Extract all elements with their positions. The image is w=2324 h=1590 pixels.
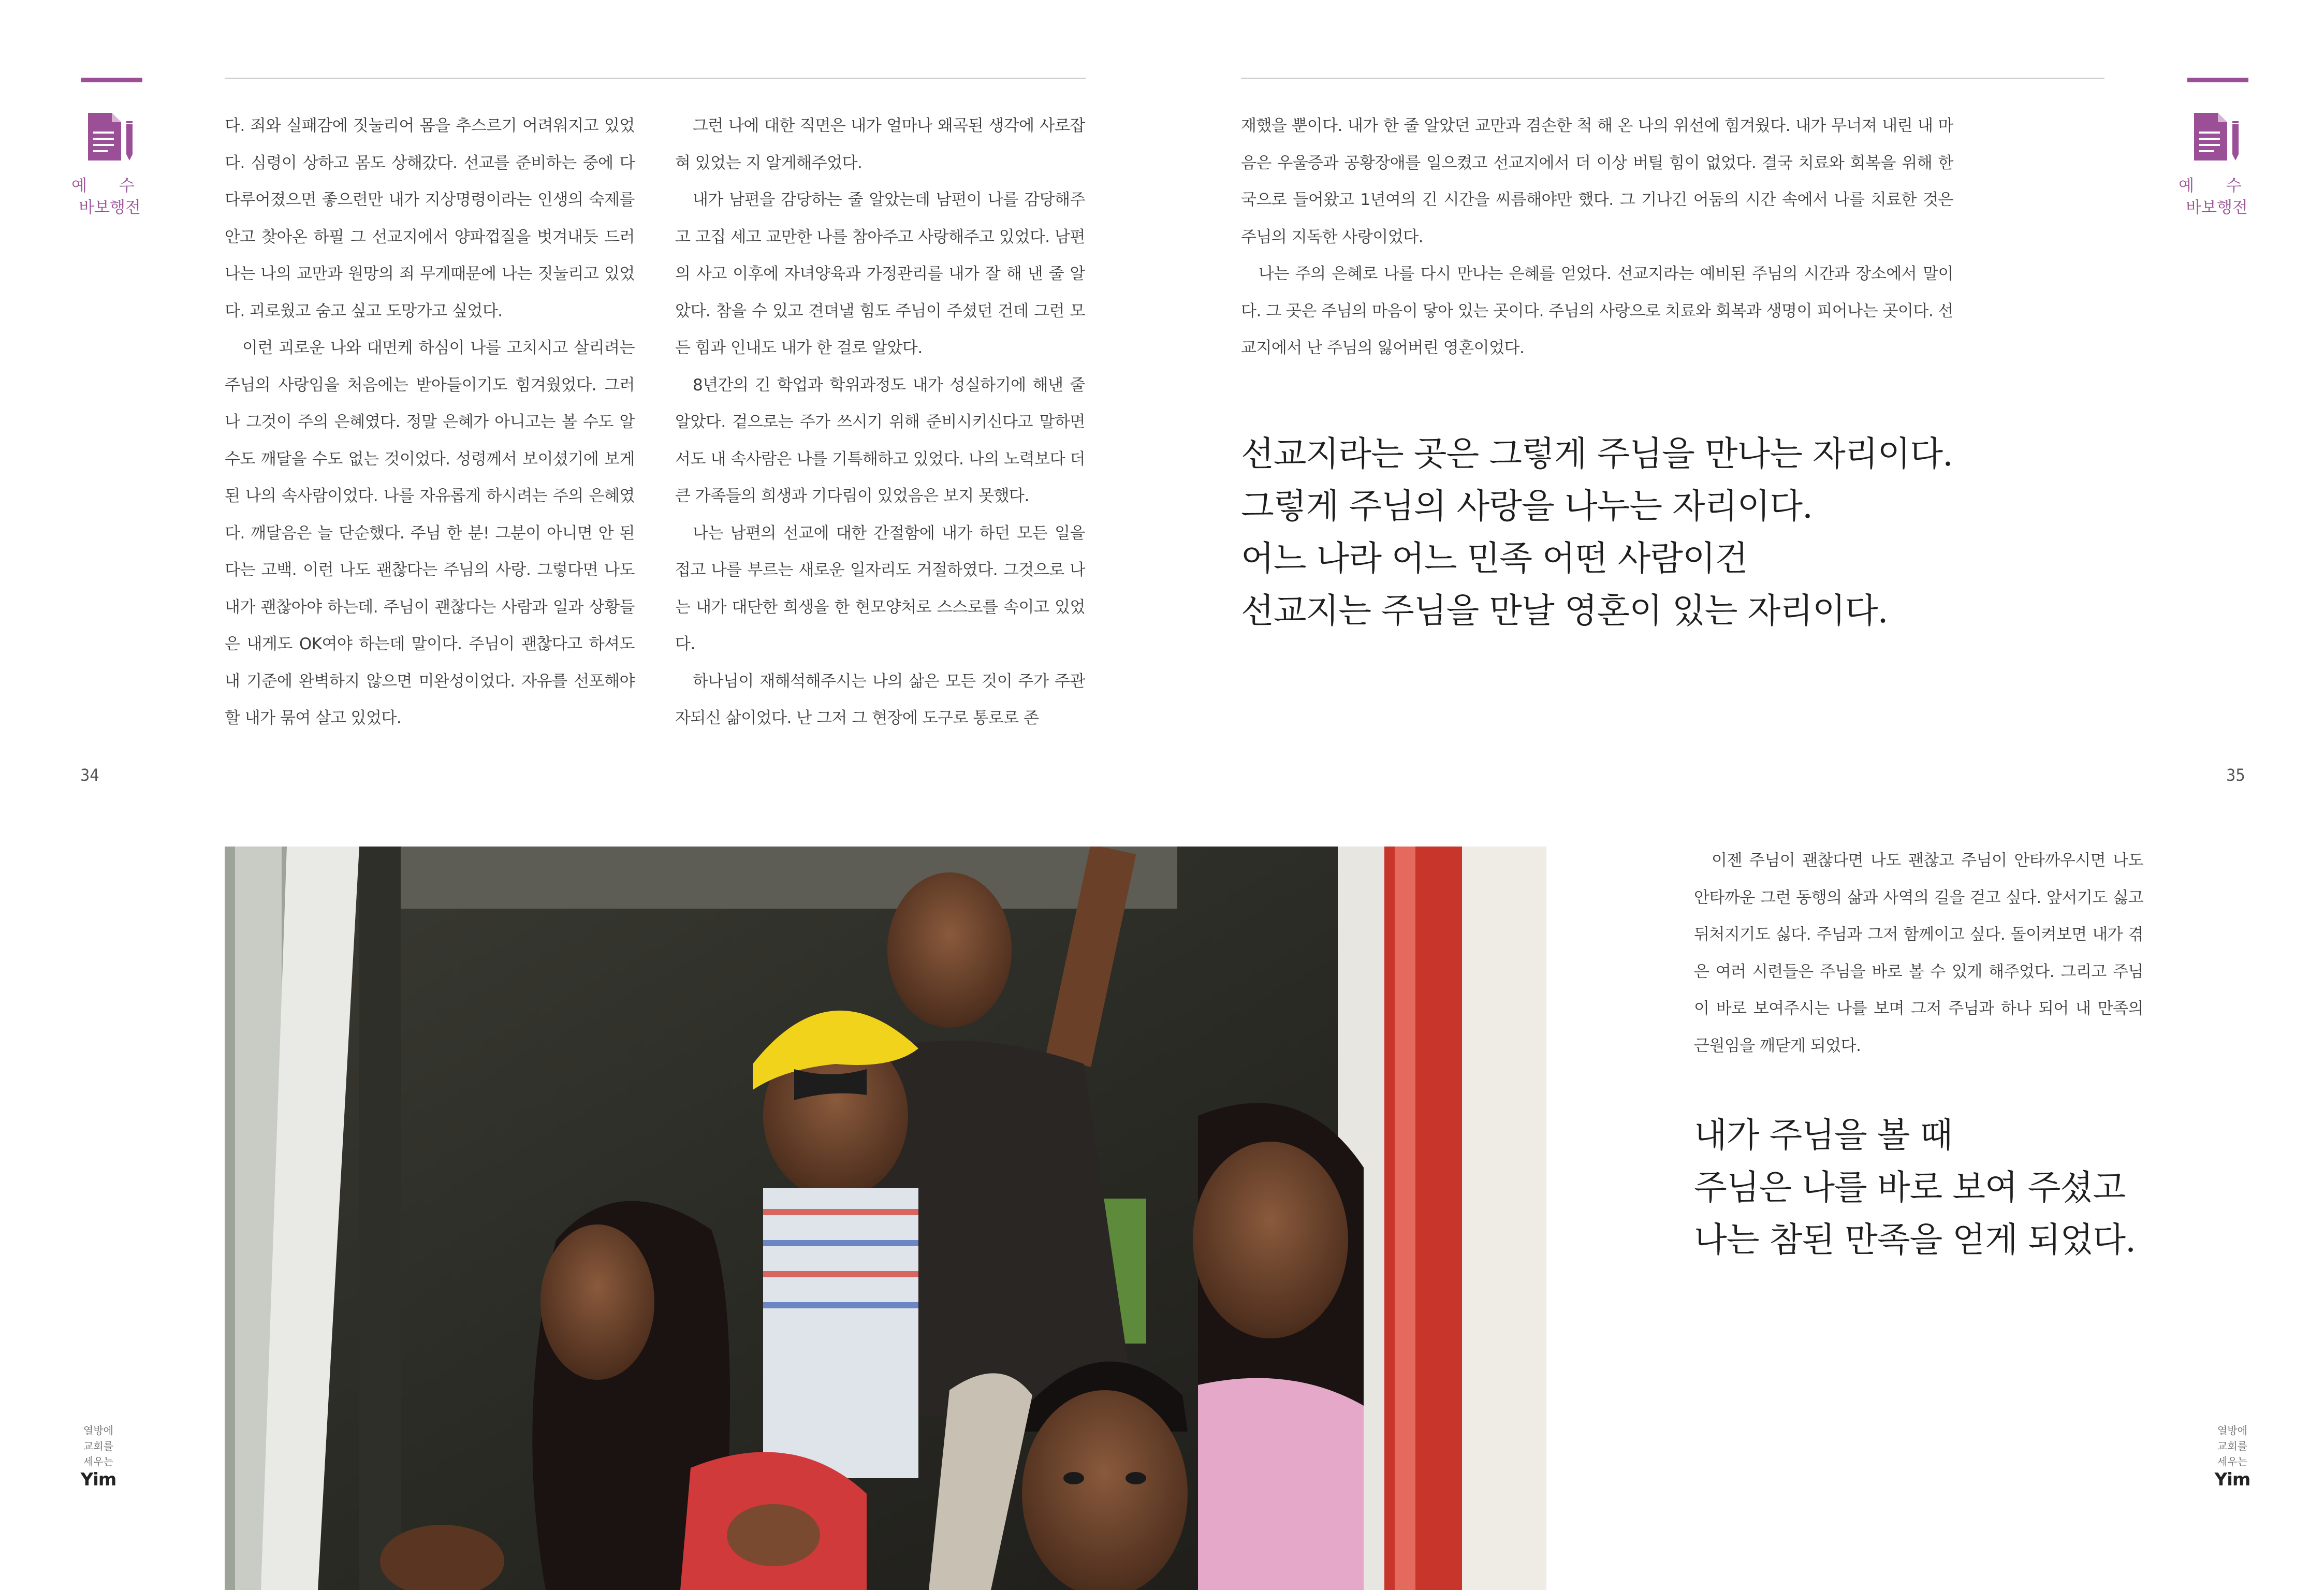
photo-bus-window-family	[225, 847, 1546, 1590]
brand-line: 교회를	[83, 1440, 113, 1452]
brand-logo: Yim	[2214, 1469, 2250, 1490]
quote-line: 나는 참된 만족을 얻게 되었다.	[1694, 1220, 2136, 1260]
quote-line: 그렇게 주님의 사랑을 나누는 자리이다.	[1241, 486, 1813, 526]
paragraph: 나는 남편의 선교에 대한 간절함에 내가 하던 모든 일을 접고 나를 부르는 새로운 일자리도 거절하였다. 그것으로 나는 내가 대단한 희생을 한 현모양처로 스스로를 속이고 있었다.	[675, 523, 1085, 653]
left-footer-brand	[78, 1423, 119, 1490]
right-section-accent-bar	[2187, 78, 2248, 82]
quote-line: 선교지는 주님을 만날 영혼이 있는 자리이다.	[1241, 591, 1888, 631]
paragraph: 이젠 주님이 괜찮다면 나도 괜찮고 주님이 안타까우시면 나도 안타까운 그런 동행의 삶과 사역의 길을 걷고 싶다. 앞서기도 싫고 뒤처지기도 싫다. 주님과 그저 함께이고 싶다. 돌이켜보면 내가 겪은 여러 시련들은 주님을 바로 볼 수 있게 해주었다. 그리고 주님이 바로 보여주시는 나를 보며 그저 주님과 하나 되어 내 만족의 근원임을 깨닫게 되었다.	[1694, 851, 2143, 1055]
paragraph: 8년간의 긴 학업과 학위과정도 내가 성실하기에 해낸 줄 알았다. 겉으로는 주가 쓰시기 위해 준비시키신다고 말하면서도 내 속사람은 나를 기특해하고 있었다. 나의 노력보다 더 큰 가족들의 희생과 기다림이 있었음은 보지 못했다.	[675, 375, 1085, 505]
right-column-top	[1241, 108, 1953, 367]
right-column-bottom	[1694, 842, 2143, 1064]
paragraph: 그런 나에 대한 직면은 내가 얼마나 왜곡된 생각에 사로잡혀 있었는 지 알게해주었다.	[675, 116, 1085, 172]
quote-line: 내가 주님을 볼 때	[1694, 1115, 1953, 1155]
brand-line: 열방에	[2217, 1424, 2247, 1437]
brand-line: 세우는	[2217, 1455, 2247, 1468]
right-page-number: 35	[2226, 765, 2245, 785]
brand-line: 열방에	[83, 1424, 113, 1437]
paragraph: 이런 괴로운 나와 대면케 하심이 나를 고치시고 살리려는 주님의 사랑임을 처음에는 받아들이기도 힘겨웠었다. 그러나 그것이 주의 은혜였다. 정말 은혜가 아니고는 볼 수도 알 수도 깨달을 수도 없는 것이었다. 성령께서 보이셨기에 보게 된 나의 속사람이었다. 나를 자유롭게 하시려는 주의 은혜였다. 깨달음은 늘 단순했다. 주님 한 분! 그분이 아니면 안 된다는 고백. 이런 나도 괜찮다는 주님의 사랑. 그렇다면 나도 내가 괜찮아야 하는데. 주님이 괜찮다는 사람과 일과 상황들은 내게도 OK여야 하는데 말이다. 주님이 괜찮다고 하셔도 내 기준에 완벽하지 않으면 미완성이었다. 자유를 선포해야 할 내가 묶여 살고 있었다.	[225, 339, 635, 727]
quote-line: 선교지라는 곳은 그렇게 주님을 만나는 자리이다.	[1241, 434, 1953, 474]
brand-logo: Yim	[80, 1469, 116, 1490]
section-title-line1: 예 수	[2179, 177, 2255, 195]
right-footer-brand	[2212, 1423, 2253, 1490]
paragraph: 나는 주의 은혜로 나를 다시 만나는 은혜를 얻었다. 선교지라는 예비된 주님의 시간과 장소에서 말이다. 그 곳은 주님의 마음이 닿아 있는 곳이다. 주님의 사랑으로 치료와 회복과 생명이 피어나는 곳이다. 선교지에서 난 주님의 잃어버린 영혼이었다.	[1241, 265, 1953, 357]
left-page-number: 34	[80, 765, 99, 785]
quote-line: 주님은 나를 바로 보여 주셨고	[1694, 1168, 2125, 1207]
right-top-rule	[1241, 78, 2104, 79]
left-column-2	[675, 108, 1085, 737]
left-section-accent-bar	[81, 78, 142, 82]
section-title-line2: 바보행전	[79, 198, 141, 217]
quote-line: 어느 나라 어느 민족 어떤 사람이건	[1241, 538, 1748, 578]
section-title-line2: 바보행전	[2186, 198, 2248, 217]
left-section-title	[58, 175, 162, 218]
pull-quote-1	[1241, 428, 1953, 637]
brand-line: 교회를	[2217, 1440, 2247, 1452]
paragraph: 내가 남편을 감당하는 줄 알았는데 남편이 나를 감당해주고 고집 세고 교만한 나를 참아주고 사랑해주고 있었다. 남편의 사고 이후에 자녀양육과 가정관리를 내가 잘 해 낸 줄 알았다. 참을 수 있고 견뎌낼 힘도 주님이 주셨던 건데 그런 모든 힘과 인내도 내가 한 걸로 알았다.	[675, 191, 1085, 357]
document-pencil-icon	[85, 111, 137, 163]
pull-quote-2	[1694, 1109, 2136, 1266]
photo-illustration	[225, 847, 1546, 1590]
section-title-line1: 예 수	[71, 177, 148, 195]
brand-line: 세우는	[83, 1455, 113, 1468]
paragraph: 다. 죄와 실패감에 짓눌리어 몸을 추스르기 어려워지고 있었다. 심령이 상하고 몸도 상해갔다. 선교를 준비하는 중에 다 다루어졌으면 좋으련만 내가 지상명령이라는 인생의 숙제를 안고 찾아온 하필 그 선교지에서 양파껍질을 벗겨내듯 드러나는 나의 교만과 원망의 죄 무게때문에 나는 짓눌리고 있었다. 괴로웠고 숨고 싶고 도망가고 싶었다.	[225, 116, 635, 320]
paragraph: 하나님이 재해석해주시는 나의 삶은 모든 것이 주가 주관자되신 삶이었다. 난 그저 그 현장에 도구로 통로로 존	[675, 672, 1085, 727]
left-column-1	[225, 108, 635, 737]
left-top-rule	[225, 78, 1086, 79]
document-pencil-icon	[2191, 111, 2243, 163]
paragraph: 재했을 뿐이다. 내가 한 줄 알았던 교만과 겸손한 척 해 온 나의 위선에 힘겨웠다. 내가 무너져 내린 내 마음은 우울증과 공황장애를 일으켰고 선교지에서 더 이상 버틸 힘이 없었다. 결국 치료와 회복을 위해 한국으로 들어왔고 1년여의 긴 시간을 씨름해야만 했다. 그 기나긴 어둠의 시간 속에서 나를 치료한 것은 주님의 지독한 사랑이었다.	[1241, 116, 1953, 246]
right-section-title	[2165, 175, 2269, 218]
